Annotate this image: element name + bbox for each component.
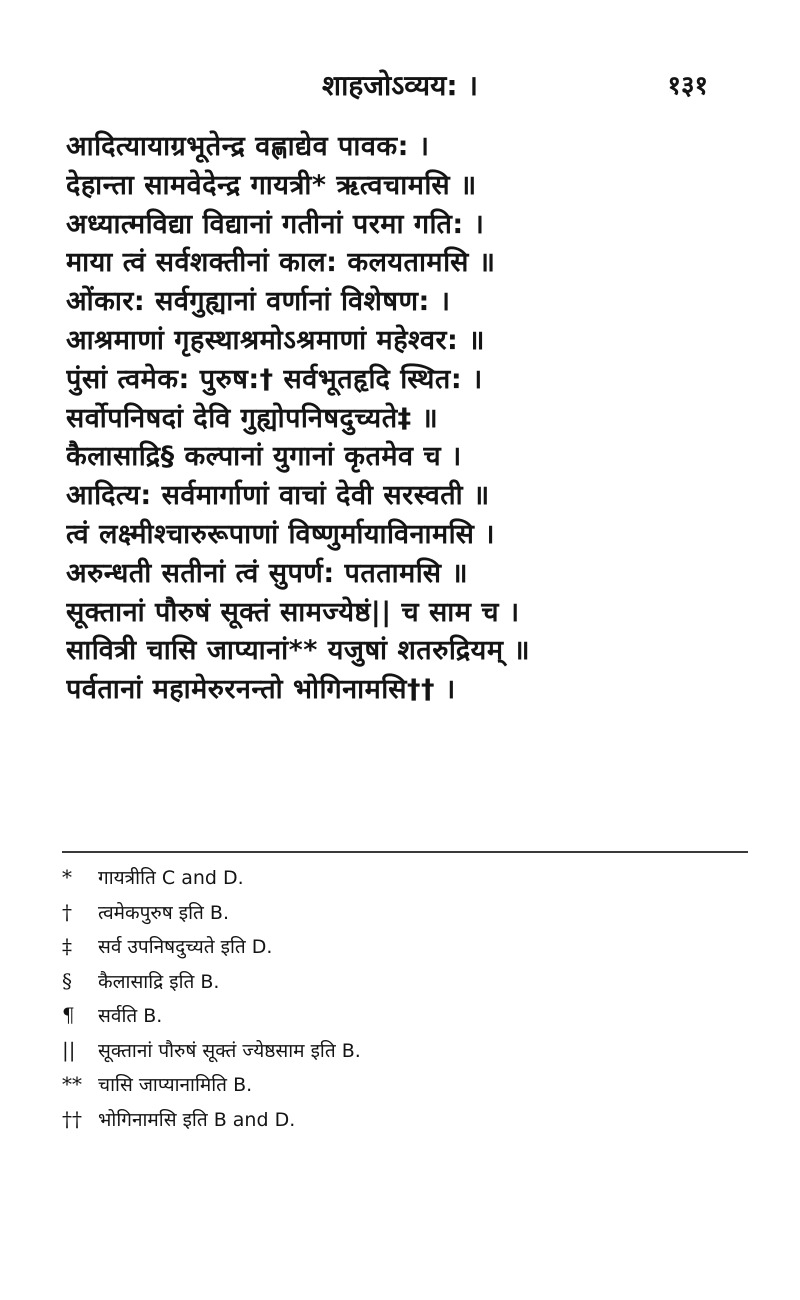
page-number: १३१ xyxy=(667,71,708,101)
footnote-text: चासि जाप्यानामिति xyxy=(98,1074,228,1096)
footnote-text: गायत्रीति xyxy=(98,867,156,889)
footnote-text: सर्व उपनिषदुच्यते इति xyxy=(98,936,246,958)
footnote-mark: * xyxy=(62,865,72,889)
footnote-mark: ¶ xyxy=(62,1003,75,1027)
footnote-mark: ** xyxy=(62,1072,82,1096)
verse-line: आदित्य: सर्वमार्गाणां वाचां देवी सरस्वती ॥ xyxy=(66,480,490,512)
footnote-source: B and D. xyxy=(213,1108,296,1131)
verse-block xyxy=(66,128,746,710)
verse-line: पर्वतानां महामेरुरनन्तो भोगिनामसि†† । xyxy=(66,674,456,706)
footnote-source: B. xyxy=(143,1005,163,1027)
verse-line: सावित्री चासि जाप्यानां** यजुषां शतरुद्रियम् ॥ xyxy=(66,635,531,667)
footnote xyxy=(62,860,742,895)
footnote-mark: † xyxy=(62,899,72,924)
verse-line: अरुन्धती सतीनां त्वं सुपर्ण: पततामसि ॥ xyxy=(66,557,469,589)
footnote-text: त्वमेकपुरुष इति xyxy=(98,901,204,924)
footnote xyxy=(62,895,742,930)
footnote-mark: || xyxy=(62,1037,76,1062)
footnote-text: सूक्तानां पौरुषं सूक्तं ज्येष्ठसाम इति xyxy=(98,1039,336,1062)
verse-line: सर्वोपनिषदां देवि गुह्योपनिषदुच्यते‡ ॥ xyxy=(66,402,439,434)
footnote xyxy=(62,998,742,1033)
footnote-source: C and D. xyxy=(161,867,244,889)
verse-line: सूक्तानां पौरुषं सूक्तं सामज्येष्ठं|| च साम च । xyxy=(66,596,520,628)
verse-line: पुंसां त्वमेक: पुरुष:† सर्वभूतहृदि स्थित: । xyxy=(66,363,483,395)
verse-line: देहान्ता सामवेदेन्द्र गायत्री* ऋत्वचामसि ॥ xyxy=(66,169,477,201)
verse-line: माया त्वं सर्वशक्तीनां काल: कलयतामसि ॥ xyxy=(66,247,496,279)
verse-line: त्वं लक्ष्मीश्चारुरूपाणां विष्णुर्मायाविनामसि । xyxy=(66,518,496,550)
footnote-source: B. xyxy=(200,970,220,993)
footnote-mark: § xyxy=(62,968,72,993)
running-head xyxy=(0,66,800,106)
footnote xyxy=(62,1102,742,1137)
footnote-text: सर्वति xyxy=(98,1005,138,1027)
footnote-text: भोगिनामसि इति xyxy=(98,1108,208,1131)
verse-line: आश्रमाणां गृहस्थाश्रमोऽश्रमाणां महेश्वर: ॥ xyxy=(66,324,485,356)
footnote-text: कैलासाद्रि इति xyxy=(98,970,195,993)
verse-line: ओंकार: सर्वगुह्यानां वर्णानां विशेषण: । xyxy=(66,286,451,318)
footnote-source: B. xyxy=(233,1074,253,1096)
footnote xyxy=(62,964,742,999)
footnote xyxy=(62,929,742,964)
footnote-source: D. xyxy=(251,936,273,958)
footnote-source: B. xyxy=(341,1039,361,1062)
footnote-separator xyxy=(62,851,748,853)
verse-line: अध्यात्मविद्या विद्यानां गतीनां परमा गति: । xyxy=(66,208,485,240)
footnote-mark: ‡ xyxy=(62,934,72,958)
footnote xyxy=(62,1067,742,1102)
footnote xyxy=(62,1033,742,1068)
footnotes xyxy=(62,860,742,1136)
verse-line: आदित्यायाग्रभूतेन्द्र वह्णाद्येव पावक: । xyxy=(66,131,430,162)
footnote-mark: †† xyxy=(62,1106,82,1131)
verse-line: कैलासाद्रि§ कल्पानां युगानां कृतमेव च । xyxy=(66,441,462,473)
running-title: शाहजोऽव्यय: । xyxy=(322,69,478,102)
footnote-source: B. xyxy=(209,901,229,924)
